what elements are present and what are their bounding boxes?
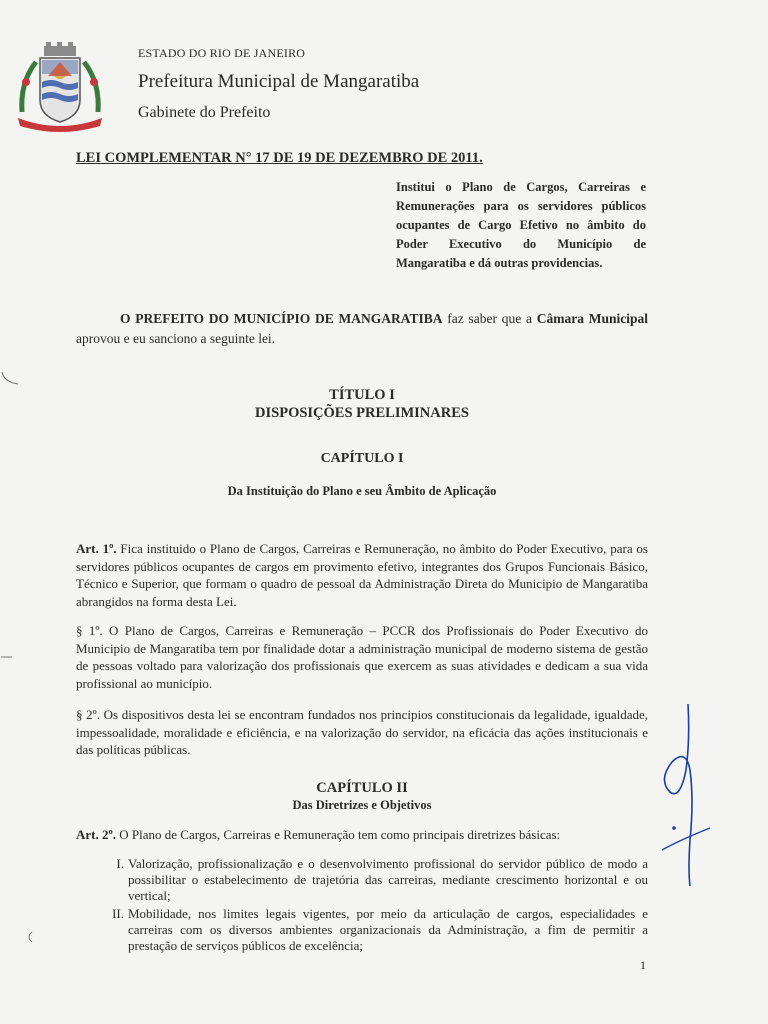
intro-text-2: aprovou e eu sanciono a seguinte lei. (76, 331, 276, 346)
scan-mark (0, 654, 14, 660)
intro-paragraph (76, 309, 648, 349)
capitulo-1-heading: CAPÍTULO I (320, 451, 404, 466)
article-1-text: Fica instituido o Plano de Cargos, Carreiras e Remuneração, no âmbito do Poder Executivo, para os servidores públicos ocupantes de cargos em provimento efetivo, integrantes dos Grupos Funcionais Básico, Técnico e Superior, que formam o quadro de pessoal da Administração Direta do Municipio de Mangaratiba abrangidos na forma desta Lei. (76, 541, 648, 609)
intro-text-1: faz saber que a (442, 311, 537, 326)
scan-mark (0, 368, 22, 388)
list-item-number: I. (116, 856, 124, 871)
paragraph-2-text: Os dispositivos desta lei se encontram fundados nos principios constitucionais da legalidade, igualdade, impessoalidade, moralidade e eficiência, e na valorização do servidor, na eficácia das ações institucionais e das políticas públicas. (76, 707, 649, 757)
intro-bold-prefeito: O PREFEITO DO MUNICÍPIO DE MANGARATIBA (120, 311, 443, 326)
titulo-heading: TÍTULO I (329, 387, 395, 403)
capitulo-2-heading: CAPÍTULO II (316, 780, 408, 796)
page-number: 1 (640, 958, 646, 972)
capitulo-2-subheading: Das Diretrizes e Objetivos (292, 798, 432, 812)
article-2-label: Art. 2º. (76, 827, 117, 842)
list-item-text: Mobilidade, nos limites legais vigentes, por meio da articulação de cargos, especialidades e carreiras com os diversos ambientes organizacionais da Administração, a fim de permitir a prestação de serviços públicos de excelência; (128, 906, 648, 953)
paragraph-1-text: O Plano de Cargos, Carreiras e Remuneração – PCCR dos Profissionais do Poder Executivo do Municipio de Mangaratiba tem por finalidade dotar a administração municipal de moderno sistema de gestão de pessoas voltado para valorização dos profissionais que exercem as suas atividades e dedicam a sua vida profissional ao município. (76, 623, 648, 691)
paragraph-2 (76, 706, 648, 759)
header-gabinete: Gabinete do Prefeito (138, 104, 271, 121)
list-item (76, 856, 648, 904)
titulo-subheading: DISPOSIÇÕES PRELIMINARES (255, 405, 469, 421)
header-state: ESTADO DO RIO DE JANEIRO (138, 46, 306, 60)
list-item-text: Valorização, profissionalização e o desenvolvimento profissional do servidor público de modo a possibilitar o estabelecimento de trajetória das carreiras, mediante crescimento horizontal e ou vertical; (128, 856, 648, 903)
law-title: LEI COMPLEMENTAR N° 17 DE 19 DE DEZEMBRO DE 2011. (76, 150, 483, 166)
intro-bold-camara: Câmara Municipal (536, 311, 648, 326)
article-2-items (76, 856, 648, 956)
article-1 (76, 540, 648, 610)
article-2 (76, 826, 648, 844)
paragraph-2-label: § 2º. (76, 707, 100, 722)
paragraph-1-label: § 1º. (76, 623, 103, 638)
article-1-label: Art. 1º. (76, 541, 117, 556)
header-prefeitura: Prefeitura Municipal de Mangaratiba (138, 71, 420, 92)
municipal-coat-of-arms-logo (14, 42, 106, 132)
scan-mark (24, 930, 34, 944)
paragraph-1 (76, 622, 648, 692)
handwritten-signature (650, 700, 720, 890)
capitulo-1-subheading: Da Instituição do Plano e seu Âmbito de Aplicação (227, 484, 497, 498)
list-item-number: II. (112, 906, 124, 921)
law-ementa: Institui o Plano de Cargos, Carreiras e Remunerações para os servidores públicos ocupantes de Cargo Efetivo no âmbito do Poder Executivo do Município de Mangaratiba e dá outras providencias. (396, 180, 646, 270)
list-item (76, 906, 648, 954)
article-2-text: O Plano de Cargos, Carreiras e Remuneração tem como principais diretrizes básicas: (116, 827, 561, 842)
